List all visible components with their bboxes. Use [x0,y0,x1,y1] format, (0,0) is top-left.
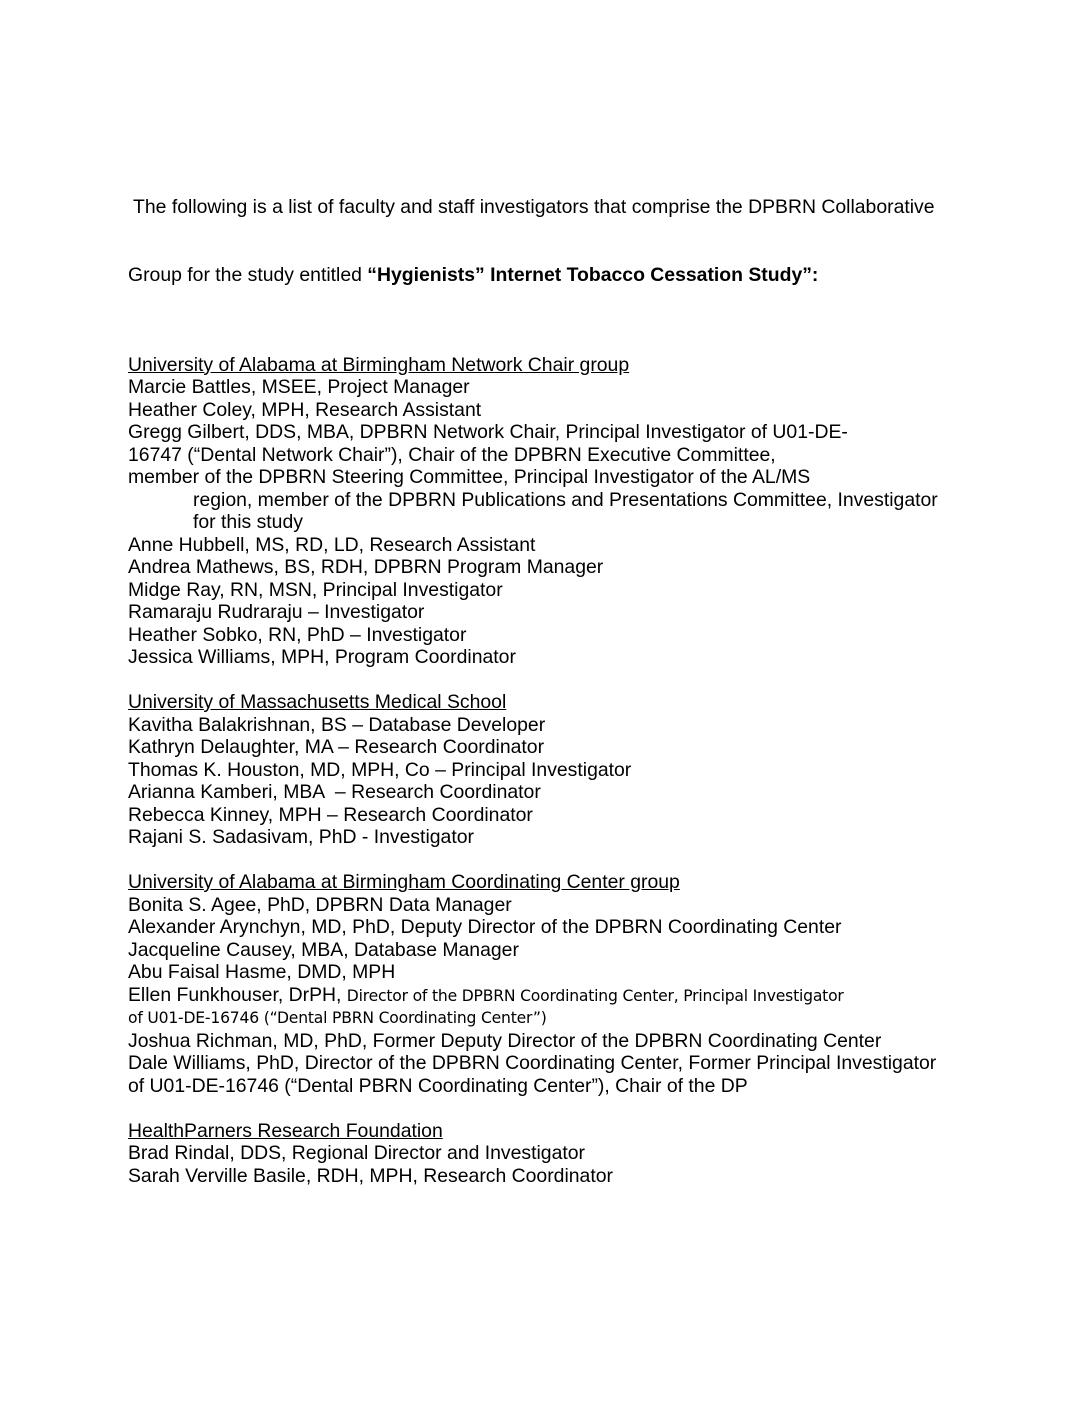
investigator-entry: Jessica Williams, MPH, Program Coordinator [128,646,516,668]
investigator-entry-continued: 16747 (“Dental Network Chair”), Chair of the DPBRN Executive Committee, [128,443,776,466]
investigator-entry: Anne Hubbell, MS, RD, LD, Research Assistant [128,533,536,556]
investigator-entry [128,984,1028,1008]
document-body [128,151,1028,1187]
investigator-entry-continued: for this study [193,511,303,533]
investigator-entry: Andrea Mathews, BS, RDH, DPBRN Program Manager [128,556,604,578]
investigator-role: Director of the DPBRN Coordinating Center, Principal Investigator [346,986,844,1005]
investigator-entry: Jacqueline Causey, MBA, Database Manager [128,938,519,961]
investigator-entry: Brad Rindal, DDS, Regional Director and Investigator [128,1142,585,1164]
section-umass-medical-school [128,691,1028,849]
section-healthpartners [128,1120,1028,1188]
investigator-entry: Sarah Verville Basile, RDH, MPH, Research Coordinator [128,1164,613,1187]
investigator-name: Ellen Funkhouser, DrPH, [128,983,347,1006]
investigator-entry: Alexander Arynchyn, MD, PhD, Deputy Director of the DPBRN Coordinating Center [128,916,842,938]
section-heading: HealthParners Research Foundation [128,1119,443,1142]
investigator-entry: Ramaraju Rudraraju – Investigator [128,601,425,623]
section-heading: University of Alabama at Birmingham Network Chair group [128,353,630,376]
intro-line-1: The following is a list of faculty and staff investigators that comprise the DPBRN Collaborative [128,196,935,218]
section-heading: University of Massachusetts Medical School [128,691,507,713]
investigator-entry: Midge Ray, RN, MSN, Principal Investigator [128,578,503,601]
investigator-entry: Bonita S. Agee, PhD, DPBRN Data Manager [128,893,512,916]
investigator-entry: Rajani S. Sadasivam, PhD - Investigator [128,826,474,848]
section-heading: University of Alabama at Birmingham Coordinating Center group [128,871,680,893]
investigator-entry: Joshua Richman, MD, PhD, Former Deputy Director of the DPBRN Coordinating Center [128,1029,882,1052]
section-uab-coordinating-center [128,871,1028,1097]
investigator-entry: Kathryn Delaughter, MA – Research Coordinator [128,736,545,758]
investigator-entry-continued: member of the DPBRN Steering Committee, Principal Investigator of the AL/MS [128,466,811,488]
investigator-entry: Arianna Kamberi, MBA – Research Coordinator [128,781,541,803]
investigator-entry: Thomas K. Houston, MD, MPH, Co – Principal Investigator [128,758,632,781]
intro-line-2 [128,264,1028,287]
investigator-entry: Rebecca Kinney, MPH – Research Coordinator [128,803,533,826]
section-uab-network-chair [128,354,1028,669]
investigator-entry-continued: region, member of the DPBRN Publications and Presentations Committee, Investigator [193,488,938,511]
investigator-entry: Kavitha Balakrishnan, BS – Database Developer [128,713,546,736]
study-title: “Hygienists” Internet Tobacco Cessation Study”: [367,263,819,286]
investigator-entry-continued: of U01-DE-16746 (“Dental PBRN Coordinating Center”), Chair of the DP [128,1074,748,1097]
investigator-entry: Heather Sobko, RN, PhD – Investigator [128,623,467,646]
investigator-entry: Heather Coley, MPH, Research Assistant [128,398,482,421]
investigator-entry: Abu Faisal Hasme, DMD, MPH [128,961,396,983]
investigator-entry: Gregg Gilbert, DDS, MBA, DPBRN Network Chair, Principal Investigator of U01-DE- [128,421,848,443]
intro-line-2-prefix: Group for the study entitled [128,263,368,286]
intro-paragraph [128,151,1028,331]
investigator-entry-continued: of U01-DE-16746 (“Dental PBRN Coordinating Center”) [128,1009,547,1027]
investigator-entry: Marcie Battles, MSEE, Project Manager [128,376,470,398]
investigator-entry: Dale Williams, PhD, Director of the DPBRN Coordinating Center, Former Principal Investigator [128,1052,937,1074]
